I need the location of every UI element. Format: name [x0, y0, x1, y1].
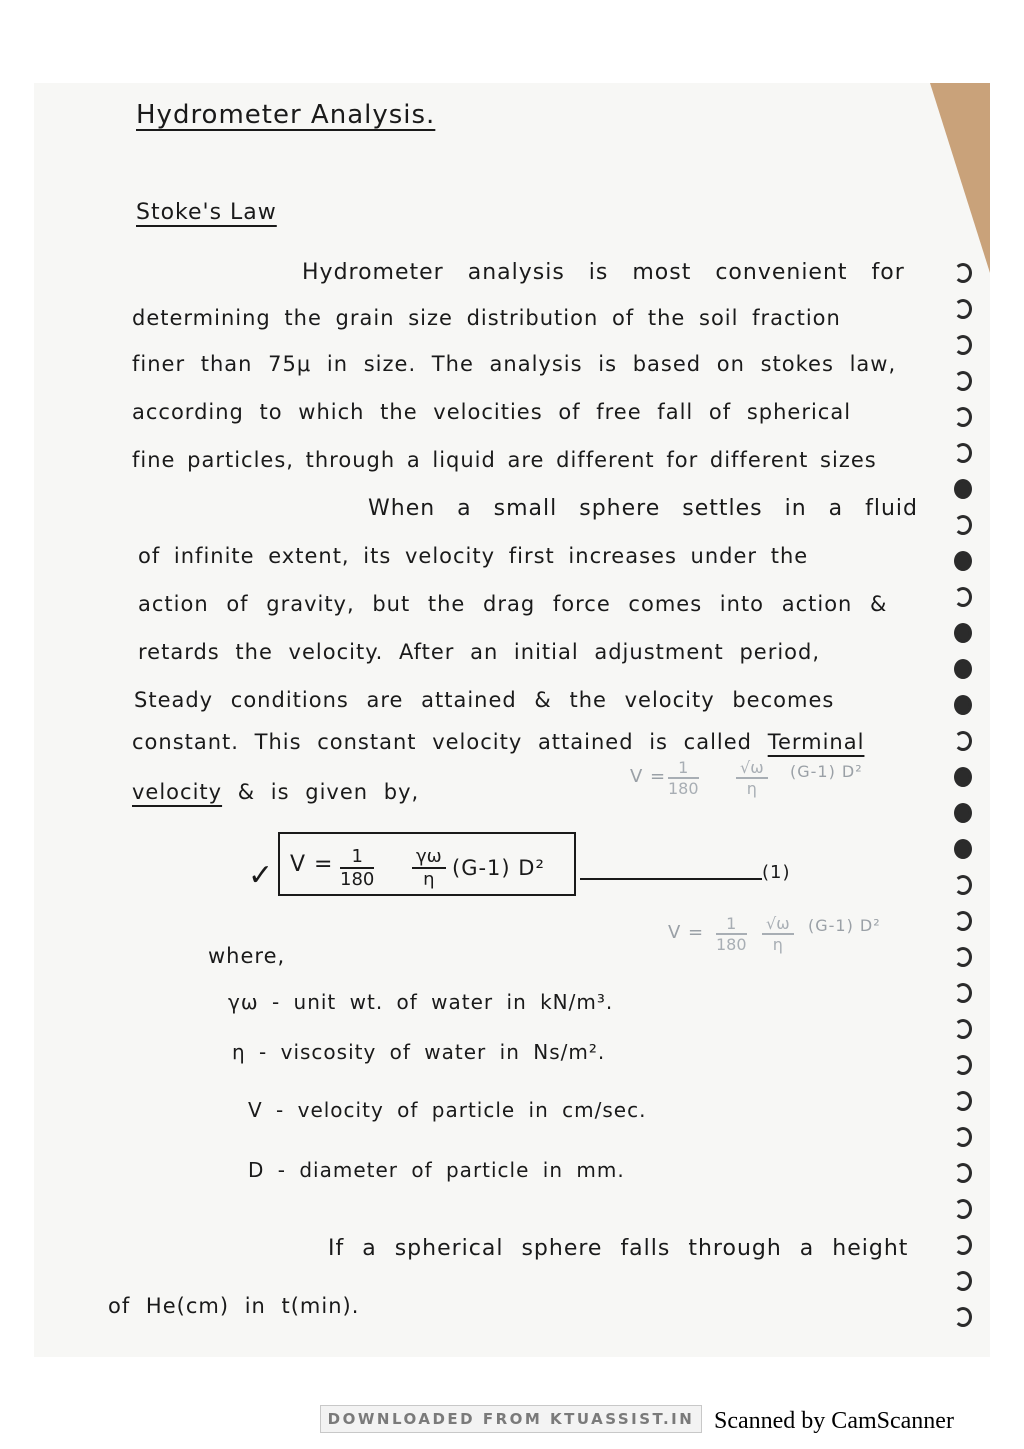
equation-rest: (G-1) D² — [452, 856, 545, 880]
spiral-ring-icon — [954, 335, 972, 355]
spiral-ring-icon — [954, 515, 972, 535]
where-label: where, — [208, 944, 286, 968]
paragraph-line: When a small sphere settles in a fluid — [368, 496, 918, 521]
paragraph-text: & is given by, — [222, 780, 420, 804]
spiral-ring-icon — [954, 623, 972, 643]
spiral-ring-icon — [954, 839, 972, 859]
spiral-ring-icon — [954, 803, 972, 823]
pencil-equation-lhs: V = — [630, 766, 667, 787]
definition-item: D - diameter of particle in mm. — [248, 1158, 625, 1182]
spiral-ring-icon — [954, 1163, 972, 1183]
paragraph-line: fine particles, through a liquid are different for different sizes — [132, 448, 877, 472]
paragraph-line: Hydrometer analysis is most convenient for — [302, 260, 905, 285]
paragraph-line — [132, 780, 419, 804]
definition-item: γω - unit wt. of water in kN/m³. — [228, 990, 614, 1014]
spiral-ring-icon — [954, 911, 972, 931]
pencil-equation-rest: (G-1) D² — [808, 916, 881, 935]
fraction-denominator: 180 — [668, 779, 699, 798]
check-mark-icon: ✓ — [248, 858, 274, 893]
fraction-denominator: 180 — [716, 935, 747, 954]
term-terminal: Terminal — [767, 730, 865, 754]
spiral-binding — [948, 263, 976, 1353]
fraction-denominator: η — [423, 869, 435, 890]
fraction-numerator: 1 — [716, 914, 747, 935]
equation-leader-line — [580, 878, 762, 880]
spiral-ring-icon — [954, 587, 972, 607]
pencil-fraction — [736, 758, 768, 798]
spiral-ring-icon — [954, 983, 972, 1003]
spiral-ring-icon — [954, 407, 972, 427]
fraction-denominator: 180 — [340, 869, 375, 890]
fraction-numerator: √ω — [736, 758, 768, 779]
fraction-numerator: γω — [412, 846, 446, 869]
fraction-numerator: 1 — [340, 846, 374, 869]
fraction-numerator: 1 — [668, 758, 699, 779]
spiral-ring-icon — [954, 767, 972, 787]
paragraph-line: of infinite extent, its velocity first increases under the — [138, 544, 809, 568]
scanner-watermark: Scanned by CamScanner — [714, 1408, 954, 1434]
spiral-ring-icon — [954, 551, 972, 571]
pencil-fraction — [762, 914, 794, 954]
pencil-fraction — [716, 914, 747, 954]
spiral-ring-icon — [954, 875, 972, 895]
paragraph-line: finer than 75μ in size. The analysis is based on stokes law, — [132, 352, 897, 376]
spiral-ring-icon — [954, 1199, 972, 1219]
download-source-badge: DOWNLOADED FROM KTUASSIST.IN — [320, 1405, 702, 1433]
section-heading: Stoke's Law — [136, 200, 277, 225]
spiral-ring-icon — [954, 1055, 972, 1075]
pencil-equation-rest: (G-1) D² — [790, 762, 863, 781]
term-velocity: velocity — [132, 780, 223, 804]
fraction-numerator: √ω — [762, 914, 794, 935]
spiral-ring-icon — [954, 1091, 972, 1111]
spiral-ring-icon — [954, 695, 972, 715]
equation-lhs: V = — [290, 852, 334, 877]
page-title: Hydrometer Analysis. — [136, 100, 436, 130]
spiral-ring-icon — [954, 443, 972, 463]
spiral-ring-icon — [954, 371, 972, 391]
spiral-ring-icon — [954, 263, 972, 283]
spiral-ring-icon — [954, 1127, 972, 1147]
pencil-equation-lhs: V = — [668, 922, 705, 943]
equation-fraction — [412, 846, 446, 890]
equation-number: (1) — [762, 862, 791, 883]
page-corner — [930, 83, 990, 273]
paragraph-text: constant. This constant velocity attained is called — [132, 730, 768, 754]
spiral-ring-icon — [954, 1271, 972, 1291]
spiral-ring-icon — [954, 299, 972, 319]
paragraph-line: action of gravity, but the drag force comes into action & — [138, 592, 888, 616]
spiral-ring-icon — [954, 947, 972, 967]
spiral-ring-icon — [954, 731, 972, 751]
fraction-denominator: η — [746, 779, 757, 798]
paragraph-line: If a spherical sphere falls through a height — [328, 1236, 909, 1261]
spiral-ring-icon — [954, 1307, 972, 1327]
paragraph-line: according to which the velocities of free fall of spherical — [132, 400, 852, 424]
paragraph-line: determining the grain size distribution of the soil fraction — [132, 306, 841, 330]
spiral-ring-icon — [954, 1019, 972, 1039]
definition-item: η - viscosity of water in Ns/m². — [232, 1040, 606, 1064]
paragraph-line — [132, 730, 864, 754]
definition-item: V - velocity of particle in cm/sec. — [248, 1098, 647, 1122]
paragraph-line: retards the velocity. After an initial adjustment period, — [138, 640, 821, 664]
spiral-ring-icon — [954, 479, 972, 499]
equation-fraction — [340, 846, 374, 890]
paragraph-line: of He(cm) in t(min). — [108, 1294, 360, 1318]
paragraph-line: Steady conditions are attained & the velocity becomes — [134, 688, 835, 712]
spiral-ring-icon — [954, 1235, 972, 1255]
spiral-ring-icon — [954, 659, 972, 679]
pencil-fraction — [668, 758, 699, 798]
fraction-denominator: η — [772, 935, 783, 954]
